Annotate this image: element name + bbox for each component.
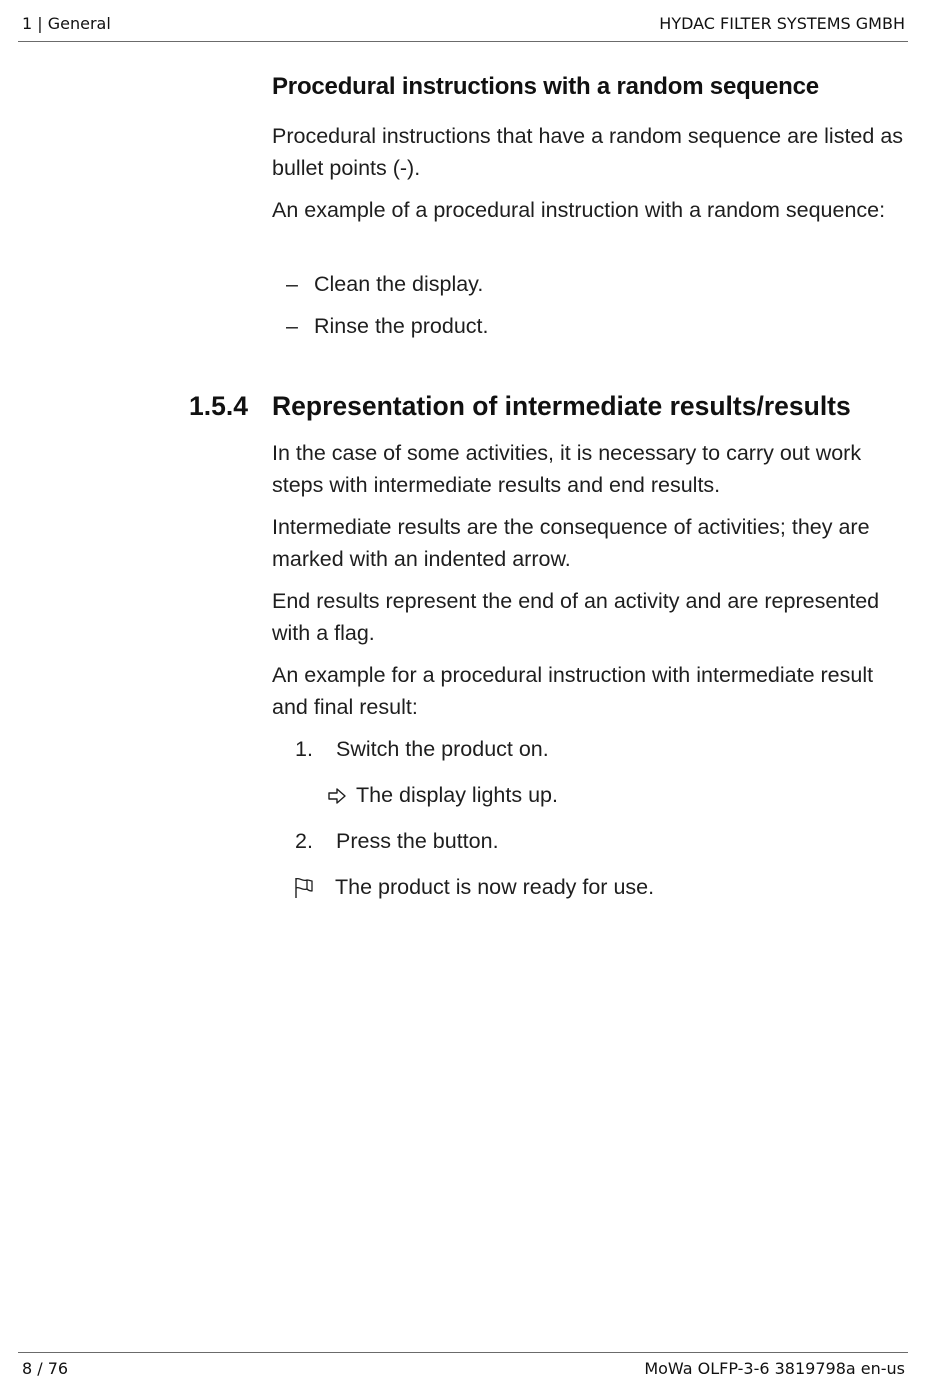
step-number: 1. [295, 737, 313, 761]
section-paragraph-1: In the case of some activities, it is necessary to carry out work steps with intermediate results and end results. [272, 441, 862, 497]
header-divider [18, 41, 908, 42]
final-result-text: The product is now ready for use. [335, 875, 655, 899]
section-paragraph-3: End results represent the end of an activity and are represented with a flag. [272, 589, 880, 645]
result-flag-icon [293, 876, 315, 900]
section-paragraph-4: An example for a procedural instruction with intermediate result and final result: [272, 663, 874, 719]
list-item-text: Rinse the product. [314, 314, 489, 338]
section-paragraph-2: Intermediate results are the consequence of activities; they are marked with an indented arrow. [272, 515, 870, 571]
result-arrow-icon [327, 786, 347, 806]
step-number: 2. [295, 829, 313, 853]
section-title: Representation of intermediate results/results [272, 391, 851, 421]
dash-marker: – [286, 314, 298, 338]
random-sequence-paragraph-1: Procedural instructions that have a random sequence are listed as bullet points (-). [272, 124, 904, 180]
footer-document-id: MoWa OLFP-3-6 3819798a en-us [644, 1359, 905, 1378]
footer-page-number: 8 / 76 [22, 1359, 69, 1378]
step-text: Switch the product on. [336, 737, 549, 761]
header-company: HYDAC FILTER SYSTEMS GMBH [659, 14, 905, 33]
random-sequence-paragraph-2: An example of a procedural instruction with a random sequence: [272, 198, 886, 222]
footer-divider [18, 1352, 908, 1353]
list-item-text: Clean the display. [314, 272, 484, 296]
dash-marker: – [286, 272, 298, 296]
intermediate-result-text: The display lights up. [356, 783, 558, 807]
subsection-heading: Procedural instructions with a random sequence [272, 73, 819, 100]
header-chapter: 1 | General [22, 14, 111, 33]
section-number: 1.5.4 [189, 391, 248, 421]
step-text: Press the button. [336, 829, 499, 853]
